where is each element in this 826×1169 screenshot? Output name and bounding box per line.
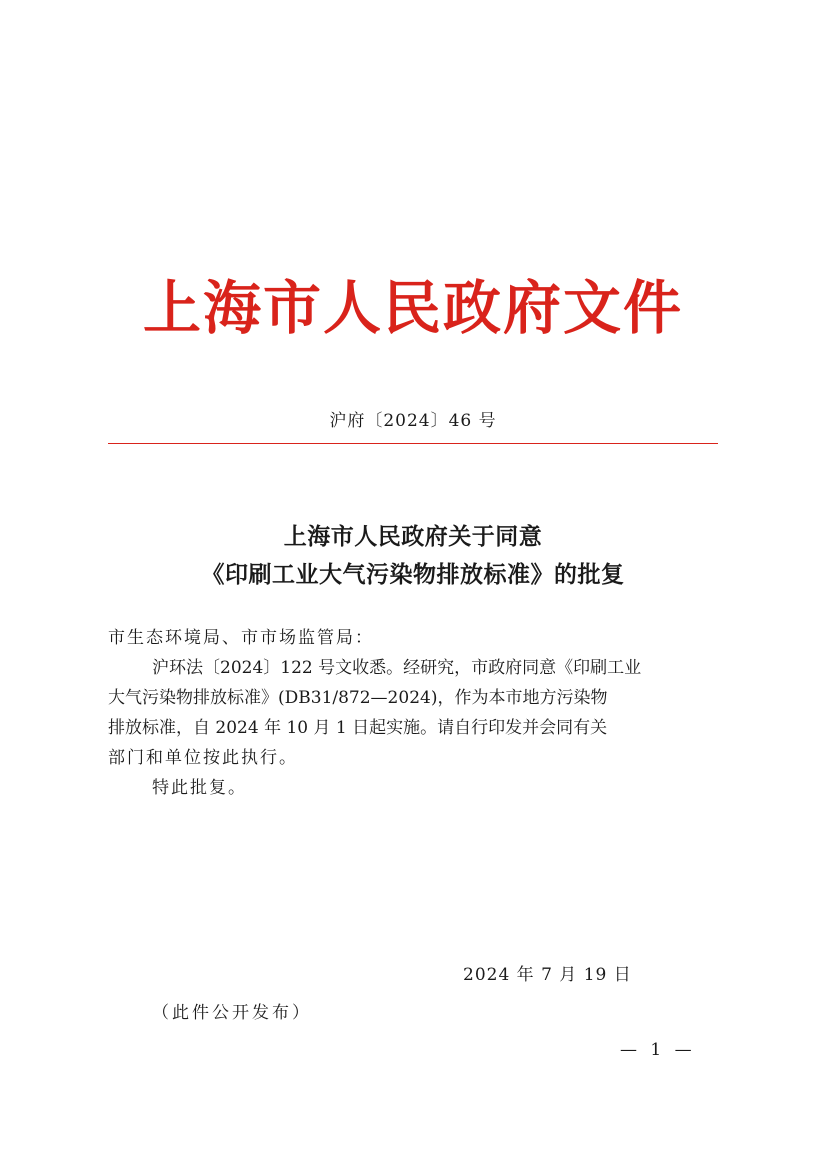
- issuer-header-title: 上海市人民政府文件: [142, 274, 683, 342]
- document-title-line-2: 《印刷工业大气污染物排放标准》的批复: [201, 561, 625, 588]
- public-release-note: （此件公开发布）: [152, 1003, 312, 1023]
- body-line-4: 部门和单位按此执行。: [108, 748, 298, 768]
- page-number: — 1 —: [620, 1040, 696, 1060]
- body-line-2: 大气污染物排放标准》(DB31/872—2024)，作为本市地方污染物: [108, 688, 608, 708]
- body-paragraph: [108, 653, 718, 773]
- document-title-line-1: 上海市人民政府关于同意: [283, 523, 543, 550]
- body-line-3: 排放标准，自 2024 年 10 月 1 日起实施。请自行印发并会同有关: [108, 718, 608, 738]
- red-divider-line: [108, 443, 718, 444]
- body-line-1: 沪环法〔2024〕122 号文收悉。经研究，市政府同意《印刷工业: [152, 658, 642, 678]
- document-title: [0, 518, 826, 594]
- closing-remark: 特此批复。: [152, 778, 247, 798]
- document-number: 沪府〔2024〕46 号: [329, 411, 497, 431]
- recipients-line: 市生态环境局、市市场监管局：: [108, 628, 374, 648]
- issue-date: 2024 年 7 月 19 日: [463, 965, 632, 985]
